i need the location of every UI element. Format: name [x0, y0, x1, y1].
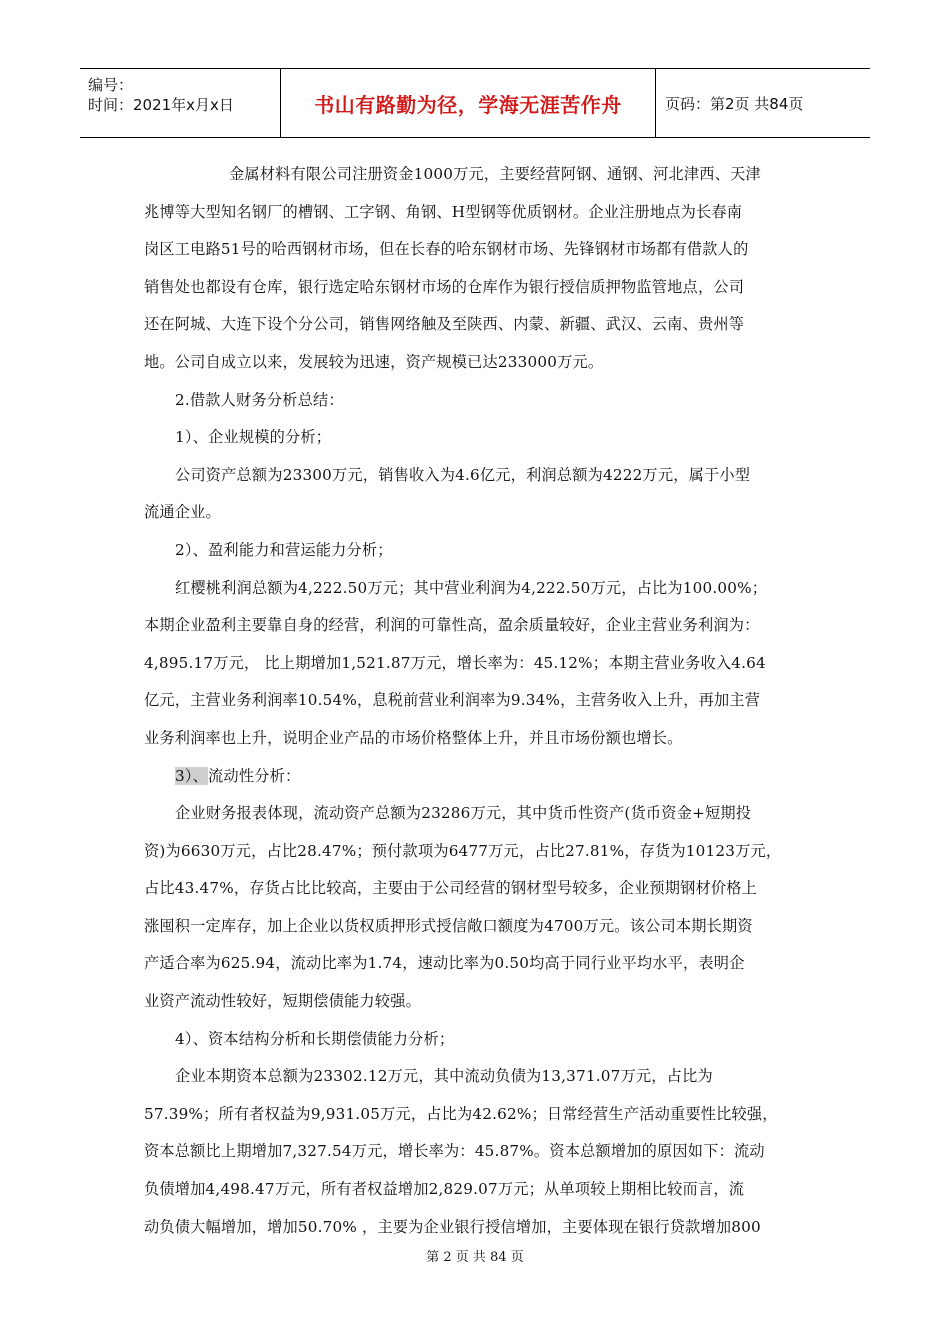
body-line: 亿元，主营业务利润率10.54%，息税前营业利润率为9.34%，主营务收入上升，再加主营 — [144, 691, 761, 710]
body-line: 57.39%；所有者权益为9,931.05万元，占比为42.62%；日常经营生产活动重要性比较强， — [144, 1104, 778, 1123]
document-body — [144, 156, 804, 1246]
body-line: 资本总额比上期增加7,327.54万元，增长率为：45.87%。资本总额增加的原因如下：流动 — [144, 1142, 765, 1161]
subsection-heading — [144, 758, 804, 796]
page-header — [80, 68, 870, 138]
body-line: 金属材料有限公司注册资金1000万元，主要经营阿钢、通钢、河北津西、天津 — [229, 165, 761, 183]
body-line: 产适合率为625.94，流动比率为1.74，速动比率为0.50均高于同行业平均水平，表明企 — [144, 954, 745, 973]
body-line: 资)为6630万元，占比28.47%；预付款项为6477万元，占比27.81%，存货为10123万元， — [144, 841, 782, 860]
header-time-label: 时间：2021年x月x日 — [88, 96, 234, 114]
page-footer: 第 2 页 共 84 页 — [426, 1250, 524, 1265]
body-line: 地。公司自成立以来，发展较为迅速，资产规模已达233000万元。 — [144, 352, 604, 371]
body-line: 企业本期资本总额为23302.12万元，其中流动负债为13,371.07万元，占比为 — [175, 1067, 713, 1086]
header-motto: 书山有路勤为径，学海无涯苦作舟 — [281, 69, 656, 137]
body-line: 还在阿城、大连下设个分公司，销售网络触及至陕西、内蒙、新疆、武汉、云南、贵州等 — [144, 315, 745, 334]
body-line: 4,895.17万元， 比上期增加1,521.87万元，增长率为：45.12%；本期主营业务收入4.64 — [144, 653, 766, 672]
body-line: 占比43.47%，存货占比比较高，主要由于公司经营的钢材型号较多，企业预期钢材价格上 — [144, 879, 758, 898]
body-line: 公司资产总额为23300万元，销售收入为4.6亿元，利润总额为4222万元，属于小型 — [175, 465, 751, 484]
header-page-info: 页码：第2页 共84页 — [665, 94, 804, 113]
section-heading: 2.借款人财务分析总结： — [175, 390, 344, 409]
body-line: 红樱桃利润总额为4,222.50万元；其中营业利润为4,222.50万元，占比为100.00%； — [175, 578, 768, 597]
header-number-label: 编号： — [88, 76, 134, 94]
body-line: 负债增加4,498.47万元，所有者权益增加2,829.07万元；从单项较上期相比较而言，流 — [144, 1180, 745, 1199]
body-line: 流通企业。 — [144, 503, 221, 522]
body-line: 兆博等大型知名钢厂的槽钢、工字钢、角钢、H型钢等优质钢材。企业注册地点为长春南 — [144, 202, 743, 221]
body-line: 涨囤积一定库存，加上企业以货权质押形式授信敞口额度为4700万元。该公司本期长期资 — [144, 916, 753, 935]
body-line: 岗区工电路51号的哈西钢材市场，但在长春的哈东钢材市场、先锋钢材市场都有借款人的 — [144, 240, 749, 259]
body-line: 业资产流动性较好，短期偿债能力较强。 — [144, 992, 421, 1011]
subsection-heading-text: 流动性分析： — [208, 766, 301, 785]
subsection-heading: 4）、资本结构分析和长期偿债能力分析； — [175, 1029, 455, 1048]
body-line: 本期企业盈利主要靠自身的经营，利润的可靠性高，盈余质量较好，企业主营业务利润为： — [144, 616, 760, 635]
body-line: 销售处也都设有仓库，银行选定哈东钢材市场的仓库作为银行授信质押物监管地点，公司 — [144, 277, 745, 296]
subsection-heading: 1）、企业规模的分析； — [175, 428, 332, 447]
highlighted-number: 3）、 — [175, 766, 209, 785]
body-line: 企业财务报表体现，流动资产总额为23286万元，其中货币性资产(货币资金+短期投 — [175, 804, 752, 823]
body-line: 动负债大幅增加，增加50.70% ，主要为企业银行授信增加，主要体现在银行贷款增加800 — [144, 1217, 761, 1236]
body-line: 业务利润率也上升，说明企业产品的市场价格整体上升，并且市场份额也增长。 — [144, 728, 683, 747]
header-meta — [80, 69, 281, 137]
subsection-heading: 2）、盈利能力和营运能力分析； — [175, 540, 393, 559]
